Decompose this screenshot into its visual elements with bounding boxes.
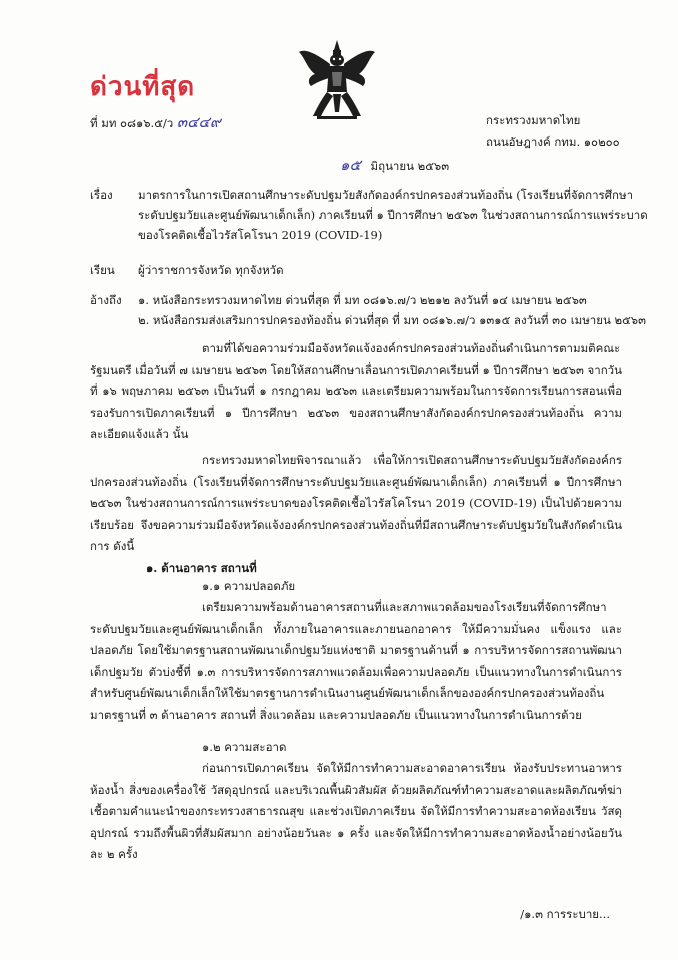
reference-2: ๒. หนังสือกรมส่งเสริมการปกครองท้องถิ่น ด่วนที่สุด ที่ มท ๐๘๑๖.๗/ว ๑๓๑๕ ลงวันที่ ๓๐ เมษายน ๒๕๖๓ <box>138 313 646 327</box>
subject-label: เรื่อง <box>90 188 113 202</box>
document-number-handwritten: ๓๔๔๙ <box>176 113 221 131</box>
references-block <box>90 292 646 328</box>
urgency-stamp: ด่วนที่สุด <box>90 72 196 102</box>
date-month-year: มิถุนายน ๒๕๖๓ <box>370 159 450 173</box>
reference-1: ๑. หนังสือกระทรวงมหาดไทย ด่วนที่สุด ที่ มท ๐๘๑๖.๗/ว ๒๒๑๒ ลงวันที่ ๑๔ เมษายน ๒๕๖๓ <box>138 293 587 307</box>
subsection-1-2-title: ๑.๒ ความสะอาด <box>202 740 287 754</box>
ministry-name: กระทรวงมหาดไทย <box>486 113 581 127</box>
recipient-line <box>90 262 284 278</box>
garuda-emblem-icon <box>297 38 377 122</box>
subject-line-2: ระดับปฐมวัยและศูนย์พัฒนาเด็กเล็ก) ภาคเรียนที่ ๑ ปีการศึกษา ๒๕๖๓ ในช่วงสถานการณ์การแพร่ระบาด <box>138 208 648 222</box>
subsection-1-2-text: ก่อนการเปิดภาคเรียน จัดให้มีการทำความสะอาดอาคารเรียน ห้องรับประทานอาหาร ห้องน้ำ สิ่งของเครื่องใช้ วัสดุอุปกรณ์ และบริเวณพื้นผิวสัมผัส ด้วยผลิตภัณฑ์ทำความสะอาดและผลิตภัณฑ์ฆ่าเชื้อตามคำแนะนำของกระทรวงสาธารณสุข และช่วงเปิดภาคเรียน จัดให้มีการทำความสะอาดห้องเรียน วัสดุอุปกรณ์ รวมถึงพื้นผิวที่สัมผัสมาก อย่างน้อยวันละ ๑ ครั้ง และจัดให้มีการทำความสะอาดห้องน้ำอย่างน้อยวันละ ๒ ครั้ง <box>90 761 622 861</box>
section-1-title: ๑. ด้านอาคาร สถานที่ <box>146 561 257 575</box>
ministry-address: ถนนอัษฎางค์ กทม. ๑๐๒๐๐ <box>486 135 620 149</box>
subject-line-1: มาตรการในการเปิดสถานศึกษาระดับปฐมวัยสังกัดองค์กรปกครองส่วนท้องถิ่น (โรงเรียนที่จัดการศึกษา <box>138 188 634 202</box>
subsection-1-1-text: เตรียมความพร้อมด้านอาคารสถานที่และสภาพแวดล้อมของโรงเรียนที่จัดการศึกษาระดับปฐมวัยและศูนย์พัฒนาเด็กเล็ก ทั้งภายในอาคารและภายนอกอาคาร ให้มีความมั่นคง แข็งแรง และปลอดภัย โดยใช้มาตรฐานสถานพัฒนาเด็กปฐมวัยแห่งชาติ มาตรฐานด้านที่ ๑ การบริหารจัดการสถานพัฒนาเด็กปฐมวัย ตัวบ่งชี้ที่ ๑.๓ การบริหารจัดการสภาพแวดล้อมเพื่อความปลอดภัย เป็นแนวทางในการดำเนินการ สำหรับศูนย์พัฒนาเด็กเล็กให้ใช้มาตรฐานการดำเนินงานศูนย์พัฒนาเด็กเล็กขององค์กรปกครองส่วนท้องถิ่น มาตรฐานที่ ๓ ด้านอาคาร สถานที่ สิ่งแวดล้อม และความปลอดภัย เป็นแนวทางในการดำเนินการด้วย <box>90 600 622 722</box>
references-label: อ้างถึง <box>90 293 122 307</box>
date-day-handwritten: ๑๕ <box>340 156 361 174</box>
document-number <box>90 114 221 131</box>
recipient-value: ผู้ว่าราชการจังหวัด ทุกจังหวัด <box>138 263 284 277</box>
subsection-1-1-title: ๑.๑ ความปลอดภัย <box>202 579 296 593</box>
body-paragraph-1: ตามที่ได้ขอความร่วมมือจังหวัดแจ้งองค์กรปกครองส่วนท้องถิ่นดำเนินการตามมติคณะรัฐมนตรี เมื่อวันที่ ๗ เมษายน ๒๕๖๓ โดยให้สถานศึกษาเลื่อนการเปิดภาคเรียนที่ ๑ ปีการศึกษา ๒๕๖๓ จากวันที่ ๑๖ พฤษภาคม ๒๕๖๓ เป็นวันที่ ๑ กรกฎาคม ๒๕๖๓ และเตรียมความพร้อมในการจัดการเรียนการสอนเพื่อรองรับการเปิดภาคเรียนที่ ๑ ปีการศึกษา ๒๕๖๓ ของสถานศึกษาสังกัดองค์กรปกครองส่วนท้องถิ่น ความละเอียดแจ้งแล้ว นั้น <box>90 341 622 441</box>
subject-line-3: ของโรคติดเชื้อไวรัสโคโรนา 2019 (COVID-19) <box>138 228 383 242</box>
recipient-label: เรียน <box>90 263 115 277</box>
next-page-marker: /๑.๓ การระบาย... <box>520 907 610 921</box>
document-date <box>340 157 449 174</box>
subject-block <box>90 187 648 243</box>
body-paragraph-2: กระทรวงมหาดไทยพิจารณาแล้ว เพื่อให้การเปิดสถานศึกษาระดับปฐมวัยสังกัดองค์กรปกครองส่วนท้องถิ่น (โรงเรียนที่จัดการศึกษาระดับปฐมวัยและศูนย์พัฒนาเด็กเล็ก) ภาคเรียนที่ ๑ ปีการศึกษา ๒๕๖๓ ในช่วงสถานการณ์การแพร่ระบาดของโรคติดเชื้อไวรัสโคโรนา 2019 (COVID-19) เป็นไปด้วยความเรียบร้อย จึงขอความร่วมมือจังหวัดแจ้งองค์กรปกครองส่วนท้องถิ่นที่มีสถานศึกษาระดับปฐมวัยในสังกัดดำเนินการ ดังนี้ <box>90 453 622 553</box>
document-number-prefix: ที่ มท ๐๘๑๖.๕/ว <box>90 116 174 130</box>
